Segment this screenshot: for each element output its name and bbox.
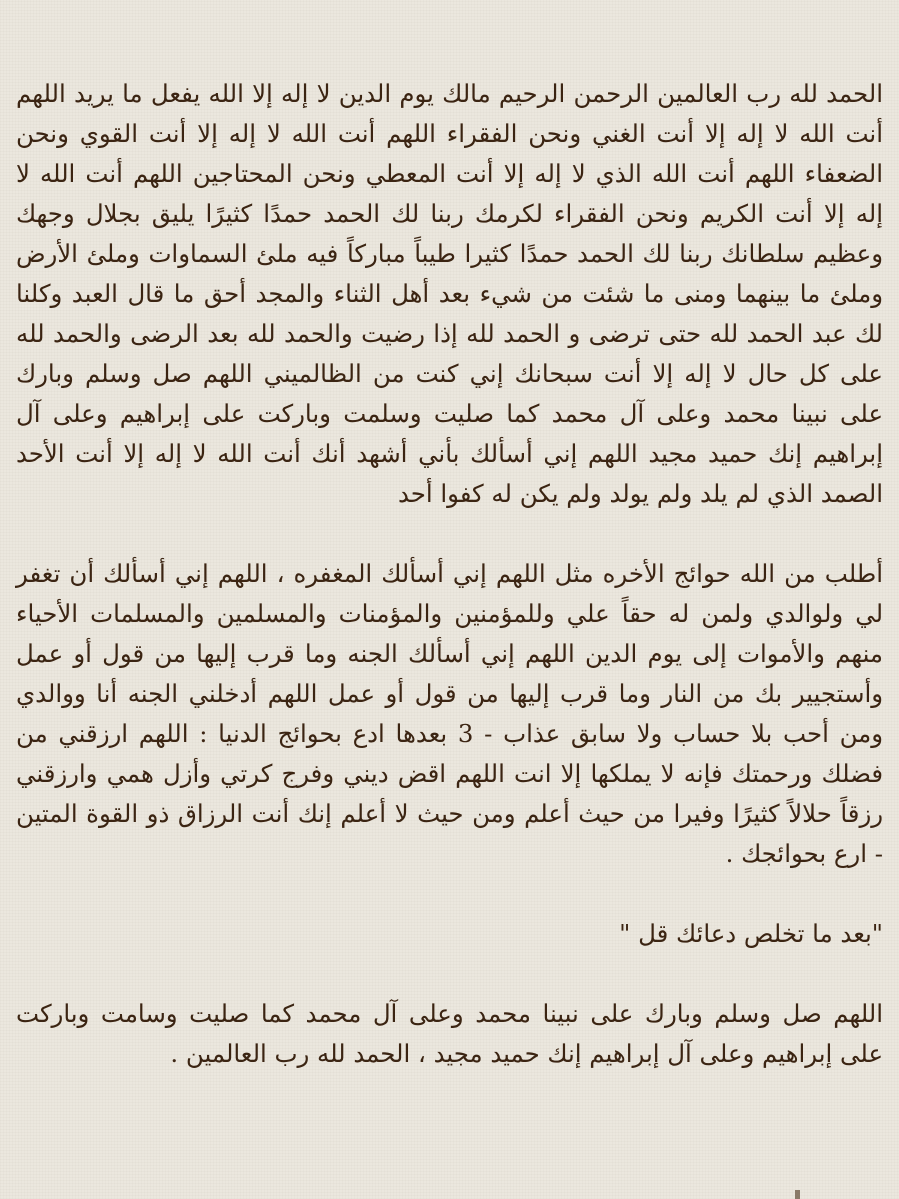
closing-instruction: "بعد ما تخلص دعائك قل " [619, 919, 883, 948]
closing-prayer-paragraph: اللهم صل وسلم وبارك على نبينا محمد وعلى آل محمد كما صليت وسامت وباركت على إبراهيم وعلى آل إبراهيم إنك حميد مجيد ، الحمد لله رب العالمين . [16, 999, 883, 1068]
praise-paragraph: الحمد لله رب العالمين الرحمن الرحيم مالك يوم الدين لا إله إلا الله يفعل ما يريد اللهم أنت الله لا إله إلا أنت الغني ونحن الفقراء اللهم أنت الله لا إله إلا أنت القوي ونحن الضعفاء اللهم أنت الله الذي لا إله إلا أنت المعطي ونحن المحتاجين اللهم أنت الله لا إله إلا أنت الكريم ونحن الفقراء لكرمك ربنا لك الحمد حمدًا كثيرًا يليق بجلال وجهك وعظيم سلطانك ربنا لك الحمد حمدًا كثيرا طيباً مباركاً فيه ملئ السماوات وملئ الأرض وملئ ما بينهما ومنى ما شئت من شيء بعد أهل الثناء والمجد أحق ما قال العبد وكلنا لك عبد الحمد لله حتى ترضى و الحمد لله إذا رضيت والحمد لله بعد الرضى والحمد لله على كل حال لا إله إلا أنت سبحانك إني كنت من الظالميني اللهم صل وسلم وبارك على نبينا محمد وعلى آل محمد كما صليت وسلمت وباركت على إبراهيم وعلى آل إبراهيم إنك حميد مجيد اللهم إني أسألك بأني أشهد أنك أنت الله لا إله إلا أنت الأحد الصمد الذي لم يلد ولم يولد ولم يكن له كفوا أحد [16, 79, 883, 508]
supplication-paragraph: أطلب من الله حوائج الأخره مثل اللهم إني أسألك المغفره ، اللهم إني أسألك أن تغفر لي ولوالدي ولمن له حقاً علي وللمؤمنين والمؤمنات والمسلمين والمسلمات الأحياء منهم والأموات إلى يوم الدين اللهم إني أسألك الجنه وما قرب إليها من قول أو عمل وأستجيير بك من النار وما قرب إليها من قول أو عمل اللهم أدخلني الجنه أنا ووالدي ومن أحب بلا حساب ولا سابق عذاب - 3 بعدها ادع بحوائج الدنيا : اللهم ارزقني من فضلك ورحمتك فإنه لا يملكها إلا انت اللهم اقض ديني وفرج كرتي وأزل همي وارزقني رزقاً حلالاً كثيرًا وفيرا من حيث أعلم ومن حيث لا أعلم إنك أنت الرزاق ذو القوة المتين - ارع بحوائجك . [16, 559, 883, 868]
paragraph-spacer [16, 514, 883, 554]
page-edge-mark [795, 1190, 800, 1199]
paragraph-spacer [16, 874, 883, 914]
paragraph-spacer [16, 954, 883, 994]
